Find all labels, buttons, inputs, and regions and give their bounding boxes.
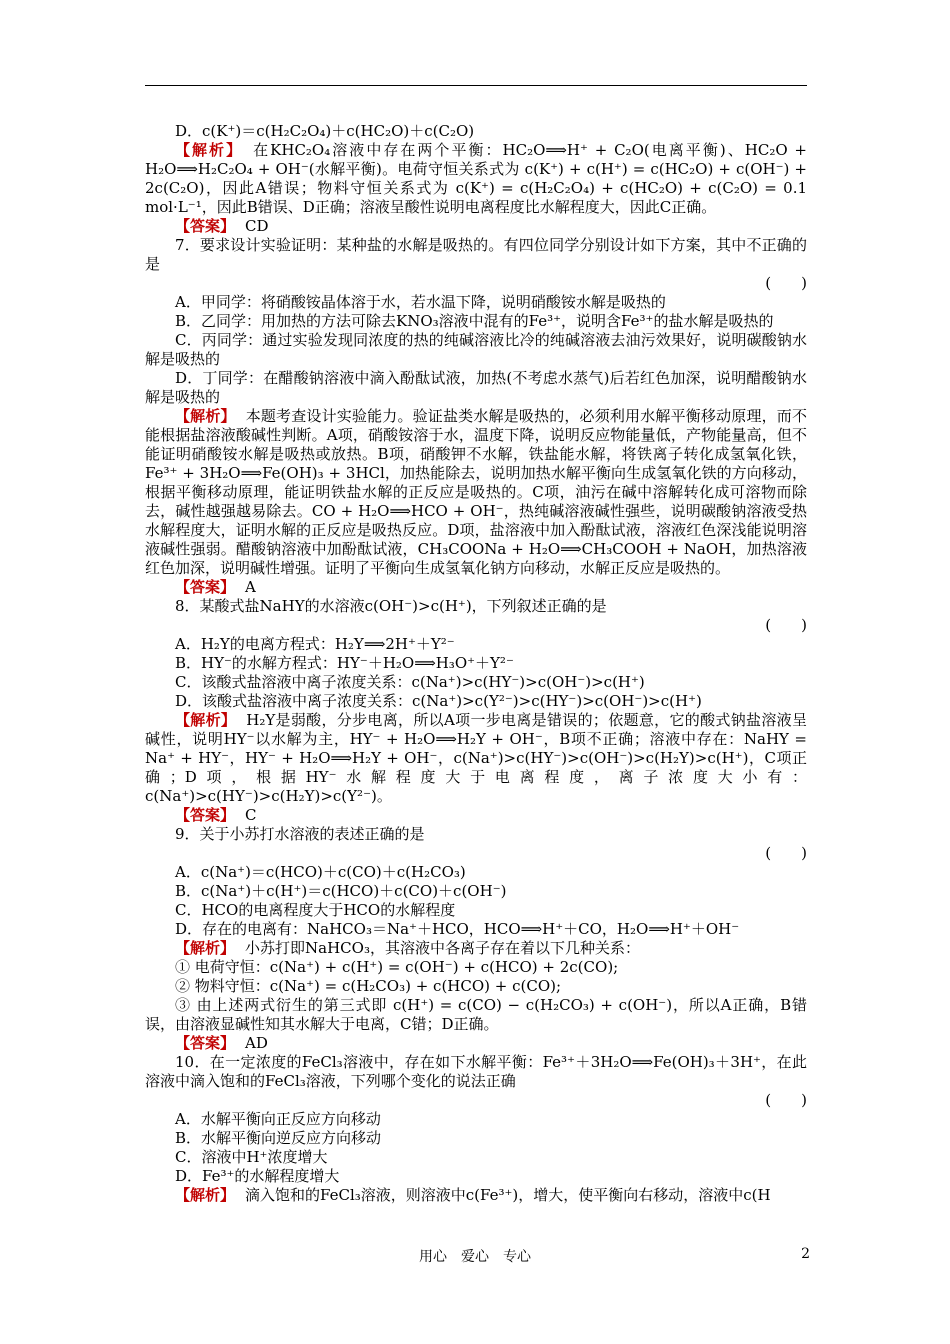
page-number: 2 xyxy=(801,1246,810,1262)
answer-blank-q8: ( ) xyxy=(765,616,807,634)
answer-q7: 【答案】 A xyxy=(175,578,256,596)
analysis-q10: 【解析】 滴入饱和的FeCl₃溶液，则溶液中c(Fe³⁺)，增大，使平衡向右移动，溶液中c(H xyxy=(175,1186,771,1204)
option-c-q7: C．丙同学：通过实验发现同浓度的热的纯碱溶液比冷的纯碱溶液去油污效果好，说明碳酸钠水解是吸热的 xyxy=(145,331,807,368)
option-d-q8: D．该酸式盐溶液中离子浓度关系：c(Na⁺)>c(Y²⁻)>c(HY⁻)>c(OH⁻)>c(H⁺) xyxy=(175,692,702,710)
answer-blank-q7: ( ) xyxy=(765,274,807,292)
analysis-q8: 【解析】 H₂Y是弱酸，分步电离，所以A项一步电离是错误的；依题意，它的酸式钠盐溶液呈碱性，说明HY⁻以水解为主，HY⁻ + H₂O⟹H₂Y + OH⁻，B项不正确；溶液中存在：NaHY = Na⁺ + HY⁻，HY⁻ + H₂O⟹H₂Y + OH⁻，c(Na⁺)>c(HY⁻)>c(OH⁻)>c(H₂Y)>c(H⁺)，C项正确；D项，根据HY⁻水解程度大于电离程度，离子浓度大小有：c(Na⁺)>c(HY⁻)>c(H₂Y)>c(Y²⁻)。 xyxy=(145,711,807,805)
answer-blank-q10: ( ) xyxy=(765,1091,807,1109)
header-rule xyxy=(145,85,807,86)
analysis-label: 【解析】 xyxy=(175,939,236,957)
option-c-q10: C．溶液中H⁺浓度增大 xyxy=(175,1148,328,1166)
option-b-q9: B．c(Na⁺)＋c(H⁺)＝c(HCO)＋c(CO)＋c(OH⁻) xyxy=(175,882,507,900)
answer-label: 【答案】 xyxy=(175,1034,236,1052)
analysis-q7: 【解析】 本题考查设计实验能力。验证盐类水解是吸热的，必须利用水解平衡移动原理，而不能根据盐溶液酸碱性判断。A项，硝酸铵溶于水，温度下降，说明反应物能量低，产物能量高，但不能证明硝酸铵水解是吸热或放热。B项，硝酸钾不水解，铁盐能水解，将铁离子转化成氢氧化铁，Fe³⁺ + 3H₂O⟹Fe(OH)₃ + 3HCl，加热能除去，说明加热水解平衡向生成氢氧化铁的方向移动，根据平衡移动原理，能证明铁盐水解的正反应是吸热的。C项，油污在碱中溶解转化成可溶物而除去，碱性越强越易除去。CO + H₂O⟹HCO + OH⁻，热纯碱溶液碱性强些，说明碳酸钠溶液受热水解程度大，证明水解的正反应是吸热反应。D项，盐溶液中加入酚酞试液，溶液红色深浅能说明溶液碱性强弱。醋酸钠溶液中加酚酞试液，CH₃COONa + H₂O⟹CH₃COOH + NaOH，加热溶液红色加深，说明碱性增强。证明了平衡向生成氢氧化钠方向移动，水解正反应是吸热的。 xyxy=(145,407,807,577)
option-c-q9: C．HCO的电离程度大于HCO的水解程度 xyxy=(175,901,456,919)
analysis-label: 【解析】 xyxy=(175,407,236,425)
question-9: 9．关于小苏打水溶液的表述正确的是 xyxy=(175,825,425,843)
option-b-q8: B．HY⁻的水解方程式：HY⁻＋H₂O⟹H₃O⁺＋Y²⁻ xyxy=(175,654,514,672)
option-c-q8: C．该酸式盐溶液中离子浓度关系：c(Na⁺)>c(HY⁻)>c(OH⁻)>c(H⁺) xyxy=(175,673,645,691)
analysis-q6: 【解析】 在KHC₂O₄溶液中存在两个平衡：HC₂O⟹H⁺ + C₂O(电离平衡)、HC₂O + H₂O⟹H₂C₂O₄ + OH⁻(水解平衡)。电荷守恒关系式为 c(K⁺) + c(H⁺) = c(HC₂O) + c(OH⁻) + 2c(C₂O)，因此A错误；物料守恒关系式为 c(K⁺) = c(H₂C₂O₄) + c(HC₂O) + c(C₂O) = 0.1 mol·L⁻¹，因此B错误、D正确；溶液呈酸性说明电离程度比水解程度大，因此C正确。 xyxy=(145,141,807,216)
analysis-q9: 【解析】 小苏打即NaHCO₃，其溶液中各离子存在着以下几种关系： xyxy=(175,939,640,957)
analysis-label: 【解析】 xyxy=(175,1186,236,1204)
answer-q6: 【答案】 CD xyxy=(175,217,269,235)
option-a-q10: A．水解平衡向正反应方向移动 xyxy=(175,1110,381,1128)
option-a-q7: A．甲同学：将硝酸铵晶体溶于水，若水温下降，说明硝酸铵水解是吸热的 xyxy=(175,293,666,311)
answer-label: 【答案】 xyxy=(175,578,236,596)
answer-q8: 【答案】 C xyxy=(175,806,257,824)
answer-label: 【答案】 xyxy=(175,217,236,235)
option-d-q9: D．存在的电离有：NaHCO₃＝Na⁺＋HCO，HCO⟹H⁺＋CO，H₂O⟹H⁺＋OH⁻ xyxy=(175,920,740,938)
option-d-q7: D．丁同学：在醋酸钠溶液中滴入酚酞试液，加热(不考虑水蒸气)后若红色加深，说明醋酸钠水解是吸热的 xyxy=(145,369,807,406)
option-b-q7: B．乙同学：用加热的方法可除去KNO₃溶液中混有的Fe³⁺，说明含Fe³⁺的盐水解是吸热的 xyxy=(175,312,774,330)
footer-motto: 用心 爱心 专心 xyxy=(419,1249,531,1265)
page-content xyxy=(145,122,807,1205)
question-8: 8．某酸式盐NaHY的水溶液c(OH⁻)>c(H⁺)，下列叙述正确的是 xyxy=(175,597,607,615)
analysis-q9-derived: ③ 由上述两式衍生的第三式即 c(H⁺) = c(CO) − c(H₂CO₃) + c(OH⁻)，所以A正确，B错误，由溶液显碱性知其水解大于电离，C错；D正确。 xyxy=(145,996,807,1033)
analysis-q9-material: ② 物料守恒：c(Na⁺) = c(H₂CO₃) + c(HCO) + c(CO); xyxy=(175,977,562,995)
answer-blank-q9: ( ) xyxy=(765,844,807,862)
analysis-label: 【解析】 xyxy=(175,711,237,729)
answer-q9: 【答案】 AD xyxy=(175,1034,268,1052)
option-b-q10: B．水解平衡向逆反应方向移动 xyxy=(175,1129,382,1147)
analysis-q9-charge: ① 电荷守恒：c(Na⁺) + c(H⁺) = c(OH⁻) + c(HCO) + 2c(CO); xyxy=(175,958,619,976)
question-7: 7．要求设计实验证明：某种盐的水解是吸热的。有四位同学分别设计如下方案，其中不正确的是 xyxy=(145,236,807,273)
option-a-q8: A．H₂Y的电离方程式：H₂Y⟹2H⁺＋Y²⁻ xyxy=(175,635,455,653)
answer-label: 【答案】 xyxy=(175,806,236,824)
option-d-q6: D．c(K⁺)＝c(H₂C₂O₄)＋c(HC₂O)＋c(C₂O) xyxy=(175,122,475,140)
analysis-label: 【解析】 xyxy=(175,141,244,159)
question-10: 10．在一定浓度的FeCl₃溶液中，存在如下水解平衡：Fe³⁺＋3H₂O⟹Fe(OH)₃＋3H⁺，在此溶液中滴入饱和的FeCl₃溶液，下列哪个变化的说法正确 xyxy=(145,1053,807,1090)
option-a-q9: A．c(Na⁺)＝c(HCO)＋c(CO)＋c(H₂CO₃) xyxy=(175,863,466,881)
option-d-q10: D．Fe³⁺的水解程度增大 xyxy=(175,1167,340,1185)
